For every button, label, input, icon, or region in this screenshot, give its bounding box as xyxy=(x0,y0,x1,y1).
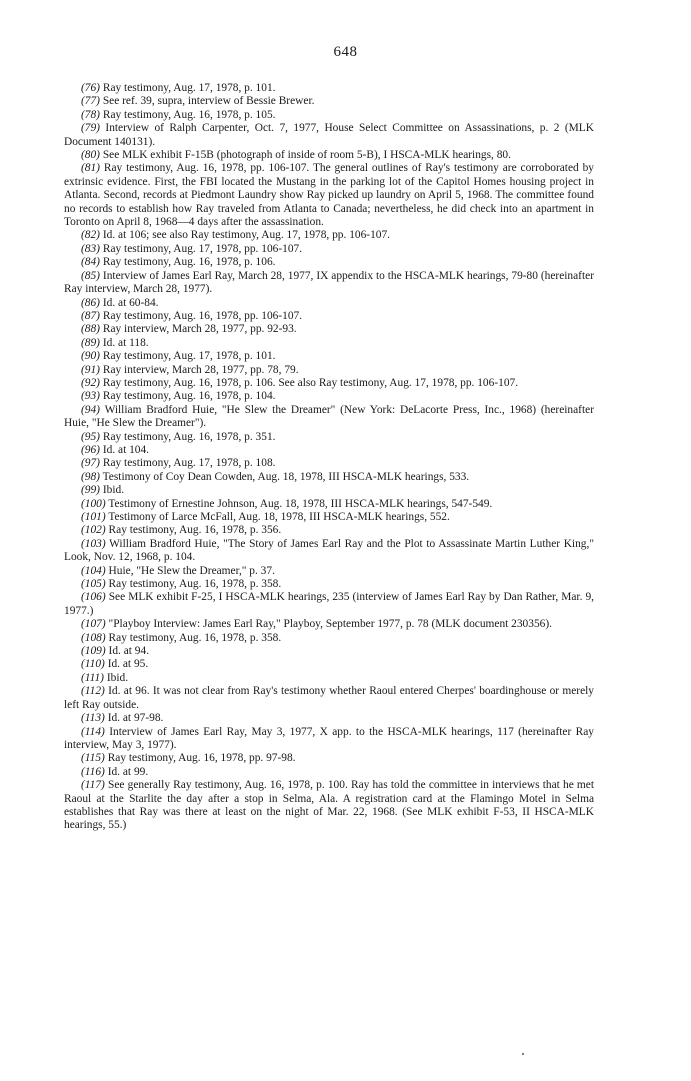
footnote-text: Ray testimony, Aug. 16, 1978, p. 106. See also Ray testimony, Aug. 17, 1978, pp. 106-107. xyxy=(102,376,519,389)
footnote-text: See MLK exhibit F-15B (photograph of inside of room 5-B), I HSCA-MLK hearings, 80. xyxy=(102,149,511,162)
footnote-number: (88) xyxy=(81,323,100,336)
footnote-text: William Bradford Huie, "The Story of James Earl Ray and the Plot to Assassinate Martin Luther King," Look, Nov. 12, 1968, p. 104. xyxy=(64,537,594,564)
footnote-text: Id. at 104. xyxy=(102,443,150,456)
footnote-number: (76) xyxy=(81,82,100,94)
footnote-text: See MLK exhibit F-25, I HSCA-MLK hearings, 235 (interview of James Earl Ray by Dan Rather, Mar. 9, 1977.) xyxy=(64,591,594,617)
footnote-number: (83) xyxy=(81,242,100,255)
footnote-entry xyxy=(64,122,594,149)
footnote-entry xyxy=(64,390,594,403)
footnote-entry xyxy=(64,323,594,336)
footnote-number: (84) xyxy=(81,256,100,269)
scan-speck xyxy=(522,1053,524,1055)
footnote-number: (93) xyxy=(81,390,100,403)
footnote-text: Ray testimony, Aug. 16, 1978, pp. 97-98. xyxy=(107,752,296,765)
footnote-number: (91) xyxy=(81,363,100,376)
footnote-number: (86) xyxy=(81,296,100,309)
footnote-text: Testimony of Coy Dean Cowden, Aug. 18, 1978, III HSCA-MLK hearings, 533. xyxy=(102,470,470,483)
footnote-text: Ray testimony, Aug. 16, 1978, pp. 106-107. The general outlines of Ray's testimony are corroborated by extrinsic evidence. First, the FBI located the Mustang in the parking lot of the Capitol Homes housing project in Atlanta. Second, records at Piedmont Laundry show Ray picked up laundry on April 5, 1968. The committee found no records to establish how Ray traveled from Atlanta to Canada; nevertheless, he did check into an apartment in Toronto on April 8, 1968—4 days after the assassination. xyxy=(64,162,594,229)
footnote-number: (111) xyxy=(81,671,104,684)
footnote-entry xyxy=(64,431,594,444)
footnote-number: (110) xyxy=(81,658,105,671)
footnote-number: (113) xyxy=(81,712,105,725)
footnote-number: (97) xyxy=(81,457,100,470)
footnote-number: (109) xyxy=(81,645,106,658)
footnote-text: Ray interview, March 28, 1977, pp. 78, 79. xyxy=(102,363,299,376)
footnote-number: (89) xyxy=(81,336,100,349)
footnote-number: (102) xyxy=(81,524,106,537)
footnote-entry xyxy=(64,672,594,685)
footnote-number: (104) xyxy=(81,564,106,577)
footnote-text: See ref. 39, supra, interview of Bessie Brewer. xyxy=(102,95,315,108)
footnote-number: (94) xyxy=(81,403,100,416)
footnote-text: Id. at 106; see also Ray testimony, Aug. 17, 1978, pp. 106-107. xyxy=(102,229,391,242)
footnote-entry xyxy=(64,779,594,833)
footnote-number: (116) xyxy=(81,765,105,778)
footnote-text: Ray testimony, Aug. 16, 1978, p. 104. xyxy=(102,390,276,403)
footnote-entry xyxy=(64,404,594,431)
footnote-text: Id. at 94. xyxy=(108,645,150,658)
footnote-text: William Bradford Huie, "He Slew the Dreamer" (New York: DeLacorte Press, Inc., 1968) (hereinafter Huie, "He Slew the Dreamer"). xyxy=(64,403,594,430)
footnote-entry xyxy=(64,498,594,511)
footnote-text: Interview of James Earl Ray, March 28, 1977, IX appendix to the HSCA-MLK hearings, 79-80 (hereinafter Ray interview, March 28, 1977). xyxy=(64,269,594,296)
footnote-number: (112) xyxy=(81,685,105,698)
footnote-text: Ray testimony, Aug. 16, 1978, p. 106. xyxy=(102,256,276,269)
footnote-text: Ray testimony, Aug. 16, 1978, p. 351. xyxy=(102,430,276,443)
footnotes-list xyxy=(64,82,594,833)
footnote-entry xyxy=(64,524,594,537)
footnote-entry xyxy=(64,149,594,162)
footnote-entry xyxy=(64,297,594,310)
footnote-entry xyxy=(64,229,594,242)
footnote-text: Interview of Ralph Carpenter, Oct. 7, 1977, House Select Committee on Assassinations, p. 2 (MLK Document 140131). xyxy=(64,122,594,148)
footnote-text: Testimony of Larce McFall, Aug. 18, 1978, III HSCA-MLK hearings, 552. xyxy=(108,511,450,523)
footnote-entry xyxy=(64,752,594,765)
footnote-entry xyxy=(64,243,594,256)
footnote-entry xyxy=(64,484,594,497)
footnote-text: See generally Ray testimony, Aug. 16, 1978, p. 100. Ray has told the committee in interviews that he met Raoul at the Starlite the day after a stop in Selma, Ala. A registration card at the Flamingo Motel in Selma establishes that Ray was there at least on the night of Mar. 22, 1968. (See MLK exhibit F-53, II HSCA-MLK hearings, 55.) xyxy=(64,779,594,832)
footnote-entry xyxy=(64,538,594,565)
footnote-text: Ray testimony, Aug. 17, 1978, p. 108. xyxy=(102,457,276,470)
footnote-number: (80) xyxy=(81,149,100,162)
footnote-number: (107) xyxy=(81,618,106,631)
footnote-entry xyxy=(64,578,594,591)
footnote-text: Id. at 118. xyxy=(102,336,149,349)
footnote-entry xyxy=(64,632,594,645)
footnote-number: (92) xyxy=(81,376,100,389)
footnote-number: (114) xyxy=(81,725,105,738)
footnote-entry xyxy=(64,645,594,658)
footnote-number: (79) xyxy=(81,122,100,135)
footnote-number: (101) xyxy=(81,511,106,523)
footnote-text: Id. at 99. xyxy=(107,765,149,778)
footnote-text: Huie, "He Slew the Dreamer," p. 37. xyxy=(108,564,275,577)
footnote-text: Ray interview, March 28, 1977, pp. 92-93. xyxy=(102,323,297,336)
footnote-number: (99) xyxy=(81,484,100,497)
footnote-number: (105) xyxy=(81,578,106,591)
footnote-number: (78) xyxy=(81,108,100,121)
page-number: 648 xyxy=(333,44,358,60)
footnote-entry xyxy=(64,256,594,269)
footnote-text: Ray testimony, Aug. 16, 1978, p. 105. xyxy=(102,108,276,121)
footnote-entry xyxy=(64,471,594,484)
footnote-text: Ray testimony, Aug. 16, 1978, p. 358. xyxy=(108,578,282,591)
footnote-number: (106) xyxy=(81,591,106,604)
footnote-text: Ray testimony, Aug. 16, 1978, p. 358. xyxy=(108,631,282,644)
footnote-text: Interview of James Earl Ray, May 3, 1977, X app. to the HSCA-MLK hearings, 117 (hereinafter Ray interview, May 3, 1977). xyxy=(64,725,594,751)
footnote-text: Id. at 96. It was not clear from Ray's testimony whether Raoul entered Cherpes' boardinghouse or merely left Ray outside. xyxy=(64,685,594,711)
footnote-number: (100) xyxy=(81,497,106,510)
footnote-entry xyxy=(64,95,594,108)
footnote-entry xyxy=(64,162,594,229)
footnote-entry xyxy=(64,685,594,712)
footnote-text: Testimony of Ernestine Johnson, Aug. 18, 1978, III HSCA-MLK hearings, 547-549. xyxy=(108,497,493,510)
footnote-entry xyxy=(64,658,594,671)
footnote-entry xyxy=(64,350,594,363)
footnote-text: Id. at 60-84. xyxy=(102,296,159,309)
footnote-entry xyxy=(64,270,594,297)
footnote-text: Ray testimony, Aug. 17, 1978, p. 101. xyxy=(102,350,276,363)
footnote-entry xyxy=(64,726,594,753)
footnote-entry xyxy=(64,109,594,122)
footnote-text: "Playboy Interview: James Earl Ray," Playboy, September 1977, p. 78 (MLK document 230356). xyxy=(108,618,552,631)
footnote-number: (95) xyxy=(81,430,100,443)
footnote-number: (87) xyxy=(81,309,100,322)
footnote-text: Ray testimony, Aug. 16, 1978, p. 356. xyxy=(108,524,282,537)
footnote-entry xyxy=(64,310,594,323)
footnote-number: (98) xyxy=(81,470,100,483)
footnote-number: (90) xyxy=(81,350,100,363)
footnote-text: Ibid. xyxy=(102,484,125,497)
footnote-number: (77) xyxy=(81,95,100,108)
footnote-number: (103) xyxy=(81,537,106,550)
footnote-text: Ray testimony, Aug. 17, 1978, p. 101. xyxy=(102,82,276,94)
footnote-number: (115) xyxy=(81,752,105,765)
footnote-text: Id. at 97-98. xyxy=(107,712,164,725)
footnote-text: Ray testimony, Aug. 16, 1978, pp. 106-107. xyxy=(102,309,303,322)
footnote-entry xyxy=(64,712,594,725)
footnote-text: Id. at 95. xyxy=(107,658,149,671)
footnote-entry xyxy=(64,618,594,631)
footnote-number: (108) xyxy=(81,631,106,644)
footnote-entry xyxy=(64,82,594,95)
footnote-number: (117) xyxy=(81,779,105,792)
footnote-number: (81) xyxy=(81,162,100,175)
footnote-entry xyxy=(64,337,594,350)
footnote-entry xyxy=(64,511,594,524)
footnote-entry xyxy=(64,457,594,470)
footnote-number: (85) xyxy=(81,269,100,282)
footnote-text: Ibid. xyxy=(106,671,129,684)
footnote-entry xyxy=(64,766,594,779)
footnote-number: (96) xyxy=(81,443,100,456)
footnote-text: Ray testimony, Aug. 17, 1978, pp. 106-107. xyxy=(102,242,303,255)
footnote-entry xyxy=(64,591,594,618)
footnote-entry xyxy=(64,444,594,457)
footnote-entry xyxy=(64,565,594,578)
footnote-entry xyxy=(64,364,594,377)
footnote-number: (82) xyxy=(81,229,100,242)
footnote-entry xyxy=(64,377,594,390)
